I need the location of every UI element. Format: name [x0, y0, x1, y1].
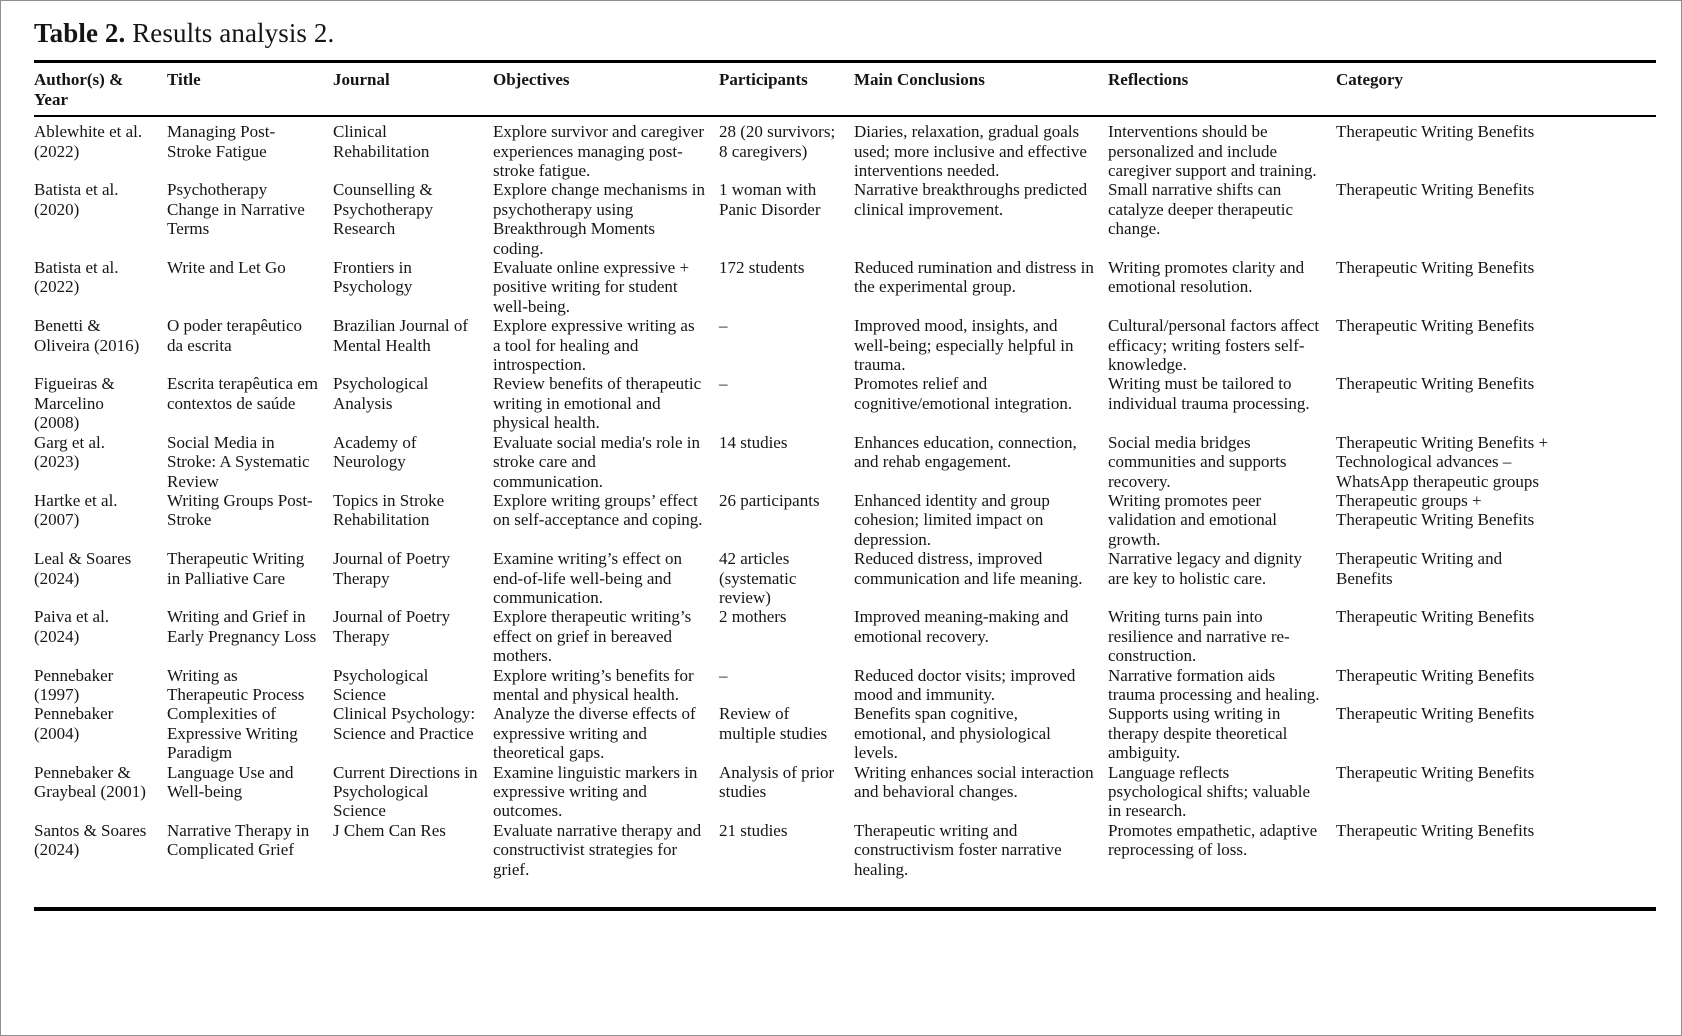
- table-caption: [34, 17, 1655, 49]
- cell-objectives: Explore survivor and caregiver experiences managing post-stroke fatigue.: [493, 122, 704, 181]
- table-row: [34, 433, 1656, 491]
- cell-author-year: Figueiras & Marcelino (2008): [34, 374, 115, 433]
- cell-category: Therapeutic Writing Benefits: [1336, 762, 1535, 782]
- column-header-category: Category: [1336, 62, 1656, 116]
- cell-author-year: Paiva et al. (2024): [34, 607, 110, 646]
- cell-title: Language Use and Well-being: [167, 762, 294, 802]
- cell-participants: 28 (20 survivors; 8 caregivers): [719, 122, 836, 161]
- cell-participants: –: [719, 316, 728, 336]
- table-row: [34, 491, 1656, 549]
- cell-author-year: Santos & Soares (2024): [34, 820, 147, 860]
- cell-reflections: Cultural/personal factors affect efficacy; writing fosters self-knowledge.: [1108, 316, 1320, 375]
- cell-reflections: Supports using writing in therapy despite theoretical ambiguity.: [1108, 704, 1288, 763]
- cell-main-conclusions: Narrative breakthroughs predicted clinical improvement.: [854, 180, 1088, 219]
- cell-author-year: Ablewhite et al. (2022): [34, 122, 143, 161]
- cell-main-conclusions: Therapeutic writing and constructivism foster narrative healing.: [854, 820, 1062, 879]
- cell-reflections: Narrative formation aids trauma processing and healing.: [1108, 665, 1320, 704]
- cell-category: Therapeutic Writing and Benefits: [1336, 549, 1503, 588]
- cell-main-conclusions: Enhances education, connection, and rehab engagement.: [854, 432, 1077, 472]
- cell-reflections: Social media bridges communities and supports recovery.: [1108, 432, 1287, 491]
- cell-participants: Review of multiple studies: [719, 704, 828, 743]
- cell-reflections: Writing promotes clarity and emotional resolution.: [1108, 258, 1305, 297]
- cell-objectives: Explore writing groups’ effect on self-acceptance and coping.: [493, 490, 703, 530]
- cell-reflections: Language reflects psychological shifts; valuable in research.: [1108, 762, 1311, 821]
- cell-objectives: Review benefits of therapeutic writing in emotional and physical health.: [493, 374, 702, 433]
- cell-reflections: Writing turns pain into resilience and narrative re-construction.: [1108, 607, 1290, 666]
- cell-main-conclusions: Diaries, relaxation, gradual goals used; more inclusive and effective interventions needed.: [854, 122, 1087, 181]
- cell-title: Psychotherapy Change in Narrative Terms: [167, 180, 305, 239]
- column-header-main-conclusions: Main Conclusions: [854, 62, 1108, 116]
- cell-category: Therapeutic Writing Benefits: [1336, 374, 1535, 394]
- table-row: [34, 607, 1656, 665]
- column-header-participants: Participants: [719, 62, 854, 116]
- cell-objectives: Evaluate narrative therapy and constructivist strategies for grief.: [493, 820, 702, 879]
- cell-journal: Current Directions in Psychological Science: [333, 762, 478, 821]
- results-table: [34, 60, 1656, 911]
- cell-journal: Counselling & Psychotherapy Research: [333, 180, 434, 239]
- cell-participants: 42 articles (systematic review): [719, 549, 797, 607]
- cell-journal: Psychological Analysis: [333, 374, 429, 413]
- cell-objectives: Evaluate online expressive + positive writing for student well-being.: [493, 258, 690, 316]
- cell-title: O poder terapêutico da escrita: [167, 316, 302, 355]
- cell-objectives: Explore therapeutic writing’s effect on grief in bereaved mothers.: [493, 607, 692, 666]
- cell-category: Therapeutic Writing Benefits: [1336, 180, 1535, 200]
- cell-title: Write and Let Go: [167, 258, 286, 278]
- cell-category: Therapeutic Writing Benefits: [1336, 665, 1535, 685]
- cell-journal: Academy of Neurology: [333, 432, 417, 472]
- cell-category: Therapeutic Writing Benefits: [1336, 607, 1535, 627]
- cell-category: Therapeutic Writing Benefits + Technological advances – WhatsApp therapeutic groups: [1336, 432, 1549, 491]
- table-caption-text: Results analysis 2.: [125, 18, 335, 48]
- cell-category: Therapeutic Writing Benefits: [1336, 316, 1535, 336]
- cell-author-year: Batista et al. (2022): [34, 258, 119, 297]
- cell-main-conclusions: Enhanced identity and group cohesion; limited impact on depression.: [854, 490, 1050, 549]
- column-header-journal: Journal: [333, 62, 493, 116]
- cell-participants: 1 woman with Panic Disorder: [719, 180, 821, 219]
- cell-main-conclusions: Improved mood, insights, and well-being; especially helpful in trauma.: [854, 316, 1074, 375]
- cell-main-conclusions: Reduced distress, improved communication and life meaning.: [854, 549, 1083, 588]
- cell-author-year: Batista et al. (2020): [34, 180, 119, 219]
- cell-journal: J Chem Can Res: [333, 820, 446, 840]
- cell-participants: –: [719, 665, 728, 685]
- column-header-objectives: Objectives: [493, 62, 719, 116]
- cell-author-year: Garg et al. (2023): [34, 432, 105, 472]
- cell-journal: Frontiers in Psychology: [333, 258, 413, 297]
- cell-author-year: Leal & Soares (2024): [34, 549, 132, 588]
- cell-participants: 14 studies: [719, 432, 788, 452]
- cell-category: Therapeutic Writing Benefits: [1336, 258, 1535, 278]
- cell-main-conclusions: Improved meaning-making and emotional recovery.: [854, 607, 1069, 646]
- cell-author-year: Hartke et al. (2007): [34, 490, 118, 530]
- cell-objectives: Analyze the diverse effects of expressive writing and theoretical gaps.: [493, 704, 696, 763]
- cell-participants: –: [719, 374, 728, 394]
- cell-title: Writing Groups Post-Stroke: [167, 490, 313, 530]
- cell-objectives: Examine writing’s effect on end-of-life well-being and communication.: [493, 549, 682, 607]
- cell-objectives: Evaluate social media's role in stroke care and communication.: [493, 432, 700, 491]
- cell-objectives: Explore writing’s benefits for mental and physical health.: [493, 665, 694, 704]
- cell-reflections: Promotes empathetic, adaptive reprocessing of loss.: [1108, 820, 1318, 860]
- column-header-reflections: Reflections: [1108, 62, 1336, 116]
- cell-category: Therapeutic groups + Therapeutic Writing Benefits: [1336, 490, 1535, 530]
- cell-title: Writing and Grief in Early Pregnancy Loss: [167, 607, 317, 646]
- cell-objectives: Explore expressive writing as a tool for healing and introspection.: [493, 316, 695, 375]
- cell-title: Therapeutic Writing in Palliative Care: [167, 549, 305, 588]
- table-header-row: [34, 62, 1656, 116]
- table-caption-label: Table 2.: [34, 18, 126, 48]
- cell-journal: Psychological Science: [333, 665, 429, 704]
- cell-main-conclusions: Promotes relief and cognitive/emotional integration.: [854, 374, 1073, 413]
- cell-journal: Journal of Poetry Therapy: [333, 607, 451, 646]
- cell-journal: Brazilian Journal of Mental Health: [333, 316, 469, 355]
- cell-category: Therapeutic Writing Benefits: [1336, 704, 1535, 724]
- cell-author-year: Benetti & Oliveira (2016): [34, 316, 140, 355]
- cell-journal: Topics in Stroke Rehabilitation: [333, 490, 445, 530]
- cell-author-year: Pennebaker (1997): [34, 665, 114, 704]
- cell-participants: 26 participants: [719, 490, 820, 510]
- cell-title: Complexities of Expressive Writing Paradigm: [167, 704, 298, 763]
- cell-journal: Journal of Poetry Therapy: [333, 549, 451, 588]
- cell-title: Escrita terapêutica em contextos de saúde: [167, 374, 319, 413]
- cell-objectives: Explore change mechanisms in psychotherapy using Breakthrough Moments coding.: [493, 180, 705, 258]
- cell-journal: Clinical Rehabilitation: [333, 122, 430, 161]
- cell-reflections: Writing promotes peer validation and emotional growth.: [1108, 490, 1278, 549]
- table-row: [34, 374, 1656, 432]
- table-row: [34, 666, 1656, 705]
- table-row: [34, 549, 1656, 607]
- cell-participants: 172 students: [719, 258, 805, 278]
- cell-main-conclusions: Reduced doctor visits; improved mood and immunity.: [854, 665, 1076, 704]
- table-row: [34, 258, 1656, 316]
- cell-participants: 2 mothers: [719, 607, 787, 627]
- cell-reflections: Interventions should be personalized and include caregiver support and training.: [1108, 122, 1317, 181]
- cell-title: Writing as Therapeutic Process: [167, 665, 305, 704]
- table-row: [34, 821, 1656, 909]
- cell-reflections: Writing must be tailored to individual trauma processing.: [1108, 374, 1310, 413]
- cell-main-conclusions: Benefits span cognitive, emotional, and physiological levels.: [854, 704, 1051, 763]
- cell-objectives: Examine linguistic markers in expressive writing and outcomes.: [493, 762, 698, 821]
- cell-author-year: Pennebaker & Graybeal (2001): [34, 762, 146, 802]
- cell-category: Therapeutic Writing Benefits: [1336, 820, 1535, 840]
- column-header-author-year: Author(s) & Year: [34, 62, 167, 116]
- table-row: [34, 704, 1656, 762]
- cell-participants: 21 studies: [719, 820, 788, 840]
- cell-title: Social Media in Stroke: A Systematic Review: [167, 432, 310, 491]
- cell-reflections: Narrative legacy and dignity are key to holistic care.: [1108, 549, 1303, 588]
- table-row: [34, 316, 1656, 374]
- cell-reflections: Small narrative shifts can catalyze deeper therapeutic change.: [1108, 180, 1293, 239]
- table-row: [34, 763, 1656, 821]
- cell-title: Managing Post-Stroke Fatigue: [167, 122, 276, 161]
- cell-participants: Analysis of prior studies: [719, 762, 835, 802]
- table-row: [34, 116, 1656, 180]
- cell-category: Therapeutic Writing Benefits: [1336, 122, 1535, 142]
- column-header-title: Title: [167, 62, 333, 116]
- table-row: [34, 180, 1656, 258]
- cell-title: Narrative Therapy in Complicated Grief: [167, 820, 310, 860]
- cell-main-conclusions: Writing enhances social interaction and behavioral changes.: [854, 762, 1094, 802]
- cell-journal: Clinical Psychology: Science and Practice: [333, 704, 476, 743]
- cell-author-year: Pennebaker (2004): [34, 704, 114, 743]
- cell-main-conclusions: Reduced rumination and distress in the experimental group.: [854, 258, 1094, 297]
